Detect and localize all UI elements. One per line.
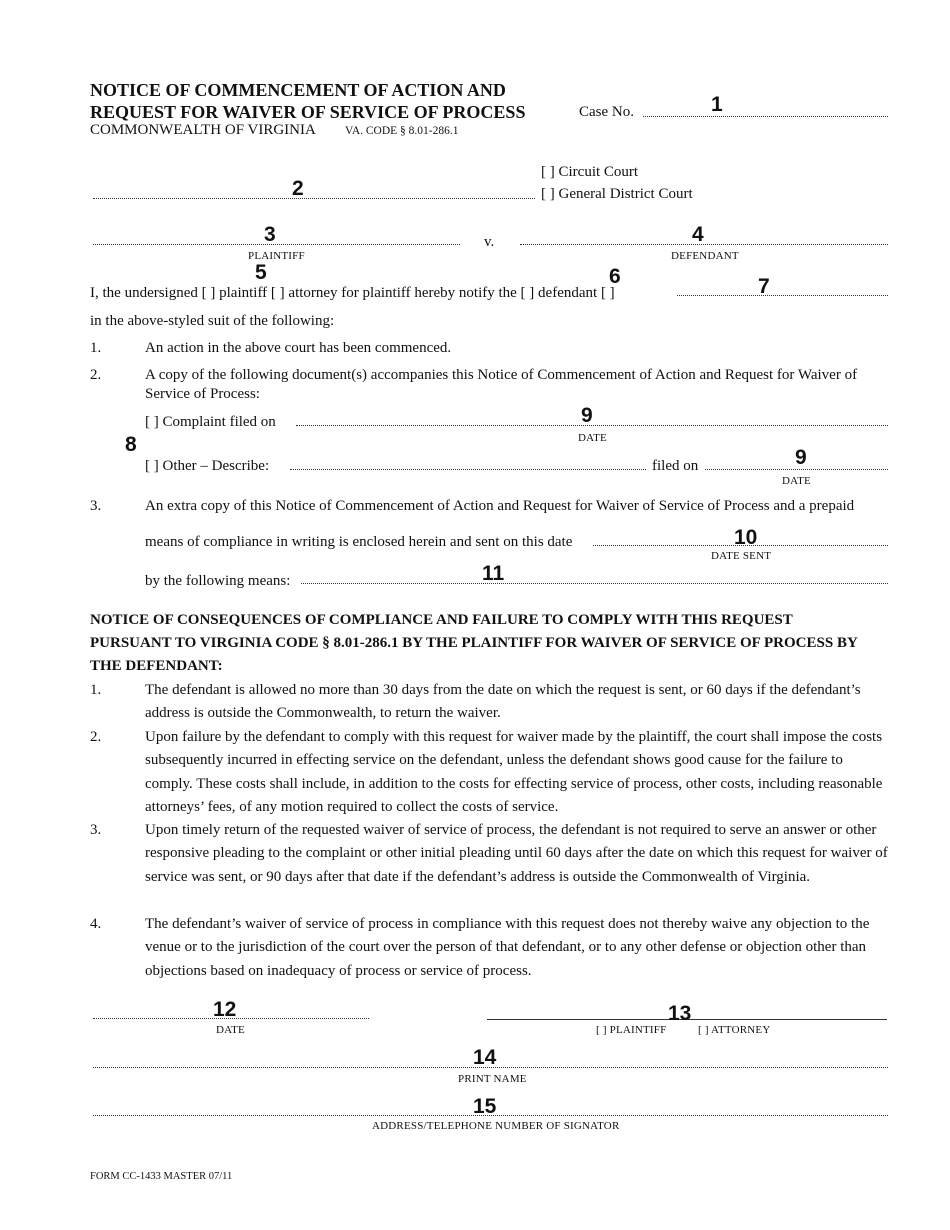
code-reference: VA. CODE § 8.01-286.1: [345, 125, 459, 137]
consequence-text: Upon timely return of the requested waiver of service of process, the defendant is not required to serve an answer or other responsive pleading to the complaint or other initial pleading until 60 days after the date on which this request for waiver of service was sent, or 90 days after that date if the defendant’s address is outside the Commonwealth of Virginia.: [145, 822, 888, 885]
jurisdiction: COMMONWEALTH OF VIRGINIA: [90, 122, 316, 138]
defendant-field[interactable]: [520, 244, 888, 245]
consequence-text: The defendant is allowed no more than 30 days from the date on which the request is sent, or 60 days if the defendant’s address is outside the Commonwealth, to return the waiver.: [145, 682, 861, 722]
by-means-label: by the following means:: [145, 573, 291, 589]
field-number-7: 7: [758, 275, 770, 298]
consequences-heading-3: THE DEFENDANT:: [90, 658, 223, 674]
field-number-6: 6: [609, 265, 621, 288]
consequence-text: Upon failure by the defendant to comply with this request for waiver made by the plaintiff, the court shall impose the costs subsequently incurred in effecting service on the defendant, unless the defendant shows good cause for the failure to comply. These costs shall include, in addition to the costs for effecting service of process, other costs, including reasonable attorneys’ fees, of any motion required to collect the costs of service.: [145, 729, 883, 815]
plaintiff-field[interactable]: [93, 244, 460, 245]
item-1-text: An action in the above court has been commenced.: [145, 340, 452, 356]
other-description-field[interactable]: [290, 469, 646, 470]
field-number-3: 3: [264, 223, 276, 246]
means-line: means of compliance in writing is enclosed herein and sent on this date: [145, 534, 573, 550]
consequence-number: 3.: [90, 822, 102, 838]
date-sent-caption: DATE SENT: [711, 550, 772, 562]
defendant-caption: DEFENDANT: [671, 250, 739, 262]
filed-on-label: filed on: [652, 458, 699, 474]
field-number-9-other: 9: [795, 446, 807, 469]
notify-other-field[interactable]: [677, 295, 888, 296]
print-name-caption: PRINT NAME: [458, 1073, 527, 1085]
item-3-number: 3.: [90, 498, 102, 514]
form-title-line2: REQUEST FOR WAIVER OF SERVICE OF PROCESS: [90, 102, 526, 122]
court-name-field[interactable]: [93, 198, 535, 199]
case-no-field[interactable]: [643, 116, 888, 117]
versus: v.: [484, 234, 495, 250]
form-title-line1: NOTICE OF COMMENCEMENT OF ACTION AND: [90, 80, 506, 100]
other-date-caption: DATE: [782, 475, 811, 487]
item-1-number: 1.: [90, 340, 102, 356]
notify-continuation: in the above-styled suit of the following:: [90, 313, 335, 329]
case-no-label: Case No.: [579, 104, 634, 120]
consequences-heading-2: PURSUANT TO VIRGINIA CODE § 8.01-286.1 BY THE PLAINTIFF FOR WAIVER OF SERVICE OF PROCESS BY: [90, 635, 858, 651]
attorney-signer-checkbox[interactable]: [ ] ATTORNEY: [698, 1024, 771, 1036]
address-caption: ADDRESS/TELEPHONE NUMBER OF SIGNATOR: [372, 1120, 620, 1132]
field-number-1: 1: [711, 93, 723, 116]
field-number-5: 5: [255, 261, 267, 284]
consequence-number: 1.: [90, 682, 102, 698]
field-number-13: 13: [668, 1002, 692, 1025]
item-3-text: An extra copy of this Notice of Commencement of Action and Request for Waiver of Service of Process and a prepaid: [145, 498, 855, 514]
field-number-8: 8: [125, 433, 137, 456]
item-2-number: 2.: [90, 367, 102, 383]
field-number-15: 15: [473, 1095, 497, 1118]
consequence-text: The defendant’s waiver of service of process in compliance with this request does not thereby waive any objection to the venue or to the jurisdiction of the court over the person of that defendant, or to any other defense or objection other than objections based on inadequacy of process or service of process.: [145, 916, 870, 979]
item-2-text: A copy of the following document(s) accompanies this Notice of Commencement of Action and Request for Waiver of Service of Process:: [145, 367, 858, 402]
means-field[interactable]: [301, 583, 888, 584]
general-district-court-checkbox[interactable]: [ ] General District Court: [541, 186, 693, 202]
consequence-number: 4.: [90, 916, 102, 932]
consequence-number: 2.: [90, 729, 102, 745]
field-number-11: 11: [482, 562, 505, 585]
consequences-heading-1: NOTICE OF CONSEQUENCES OF COMPLIANCE AND FAILURE TO COMPLY WITH THIS REQUEST: [90, 612, 793, 628]
field-number-9: 9: [581, 404, 593, 427]
plaintiff-caption: PLAINTIFF: [248, 250, 305, 262]
plaintiff-signer-checkbox[interactable]: [ ] PLAINTIFF: [596, 1024, 667, 1036]
complaint-date-caption: DATE: [578, 432, 607, 444]
field-number-4: 4: [692, 223, 704, 246]
form-id: FORM CC-1433 MASTER 07/11: [90, 1171, 233, 1182]
other-date-field[interactable]: [705, 469, 888, 470]
field-number-2: 2: [292, 177, 304, 200]
field-number-12: 12: [213, 998, 237, 1021]
other-checkbox[interactable]: [ ] Other – Describe:: [145, 458, 270, 474]
notify-statement: I, the undersigned [ ] plaintiff [ ] attorney for plaintiff hereby notify the [ ] defendant [ ]: [90, 285, 615, 301]
field-number-14: 14: [473, 1046, 497, 1069]
circuit-court-checkbox[interactable]: [ ] Circuit Court: [541, 164, 639, 180]
field-number-10: 10: [734, 526, 758, 549]
complaint-checkbox[interactable]: [ ] Complaint filed on: [145, 414, 276, 430]
sign-date-caption: DATE: [216, 1024, 245, 1036]
